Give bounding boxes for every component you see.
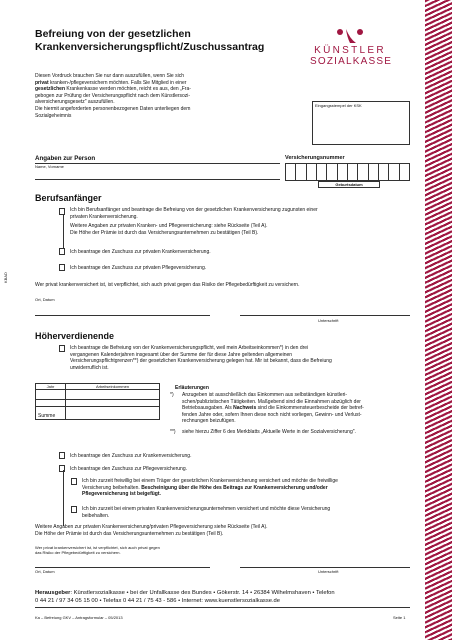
text-line: vergangenen Kalenderjahren insgesamt über der Summe der für diese Jahre geltenden allgemeinen	[70, 351, 293, 358]
text-line: 0 44 21 / 97 34 05 15 00 • Telefax 0 44 21 / 75 43 - 586 • Internet: www.kuenstlersozialkasse.de	[35, 597, 281, 604]
erlaeuterungen-heading: Erläuterungen	[175, 385, 209, 391]
page-title	[35, 28, 264, 54]
text-line: unwiderruflich ist.	[70, 364, 109, 371]
vsnr-label: Versicherungsnummer	[285, 155, 345, 161]
text-line: das Risiko der Pflegebedürftigkeit zu versichern.	[35, 550, 121, 555]
vsnr-digit[interactable]	[338, 164, 348, 180]
text-line	[82, 485, 410, 492]
geburtsdatum-label: Geburtsdatum	[318, 181, 380, 188]
hoeherverdienende-heading: Höherverdienende	[35, 331, 115, 341]
text-line	[35, 590, 410, 598]
ort-datum-label: Ort, Datum	[35, 297, 55, 302]
hv-zuschuss-pv-label: Ich beantrage den Zuschuss zur Pflegeversicherung.	[70, 466, 188, 472]
intro-line: Die hiermit angeforderten personenbezogenen Daten unterliegen dem	[35, 105, 191, 112]
text-part: Versicherung beibehalten.	[82, 484, 142, 491]
footnote-mark-2: **)	[170, 429, 176, 435]
erlaeuterung-1	[182, 392, 410, 425]
vsnr-digit[interactable]	[400, 164, 409, 180]
text-emph: Bescheinigung über die Höhe des Beitrags zur Krankenversicherung und/oder	[141, 484, 328, 491]
income-sum-row[interactable]	[35, 406, 160, 420]
form-id: Ka – Befreiung GKV – Antragsformular – 05/2013	[35, 615, 123, 620]
title-line-1: Befreiung von der gesetzlichen	[35, 28, 191, 40]
publisher-label: Herausgeber	[35, 590, 71, 596]
zuschuss-pv-label: Ich beantrage den Zuschuss zur privaten Pflegeversicherung.	[70, 265, 207, 271]
text-line: Ich bin zurzeit freiwillig bei einem Träger der gesetzlichen Krankenversicherung versichert und möchte die freiwillige	[82, 478, 338, 484]
side-code: KBAD	[3, 272, 8, 283]
text-part: : Künstlersozialkasse • bei der Unfallkasse des Bundes • Gökerstr. 14 • 26384 Wilhelmshaven • Telefon	[70, 590, 335, 596]
title-line-2: Krankenversicherungspflicht/Zuschussantrag	[35, 41, 265, 53]
eingangsstempel-label: Eingangsstempel der KSK	[315, 103, 362, 108]
text-line: Die Höhe der Prämie ist durch das Versicherungsunternehmen zu bestätigen (Teil B).	[35, 530, 224, 537]
freiwillig-gkv-text	[82, 478, 410, 498]
vsnr-digit[interactable]	[307, 164, 317, 180]
intro-emph-gesetzlich: gesetzlichen	[35, 86, 66, 93]
summe-amount-cell[interactable]	[66, 407, 159, 419]
hv-signature-field[interactable]	[240, 554, 410, 568]
freiwillig-gkv-checkbox[interactable]	[71, 478, 77, 485]
vsnr-input[interactable]	[285, 163, 410, 181]
ort-datum-input[interactable]	[35, 296, 210, 316]
logo-text-line2: SOZIALKASSE	[310, 56, 393, 67]
private-kv-text	[82, 506, 410, 519]
col-jahr-header: Jahr	[36, 384, 66, 389]
text-line: schen/publizistischen Tätigkeiten. Maßgebend sind die Einnahmen abzüglich der	[182, 398, 361, 405]
zuschuss-kv-checkbox[interactable]	[59, 248, 65, 255]
hv-zuschuss-kv-checkbox[interactable]	[59, 452, 65, 459]
intro-line-rest: kranken-/pflegeversichern möchten. Falls Sie Mitglied in einer	[48, 79, 187, 86]
hv-zuschuss-kv-label: Ich beantrage den Zuschuss zur Krankenversicherung.	[70, 453, 192, 459]
decorative-stripe-band	[425, 0, 452, 640]
hv-ort-datum-input[interactable]	[35, 554, 210, 568]
vsnr-digit[interactable]	[317, 164, 327, 180]
intro-line: alversicherungsgesetz" auszufüllen.	[35, 99, 115, 106]
income-row[interactable]	[36, 390, 159, 400]
vsnr-digit[interactable]	[327, 164, 337, 180]
unterschrift-label: Unterschrift	[318, 318, 339, 323]
vsnr-digit[interactable]	[389, 164, 399, 180]
private-kv-checkbox[interactable]	[71, 506, 77, 513]
col-einkommen-header: Arbeitseinkommen	[95, 384, 130, 389]
nachweis-emph: Nachweis	[233, 405, 257, 412]
vsnr-digit[interactable]	[369, 164, 379, 180]
intro-line: Sozialgeheimnis	[35, 112, 72, 119]
intro-emph-privat: privat	[35, 79, 49, 86]
vsnr-digit[interactable]	[286, 164, 296, 180]
footer-publisher	[35, 590, 410, 605]
erlaeuterung-2: siehe hierzu Ziffer 6 des Merkblatts „Aktuelle Werte in der Sozialversicherung".	[182, 429, 356, 435]
text-line: Die Höhe der Prämie ist durch das Versicherungsunternehmen zu bestätigen (Teil B).	[70, 229, 259, 236]
text-line: Weitere Angaben zur privaten Krankenversicherung/privaten Pflegeversicherung siehe Rückseite (Teil A).	[35, 524, 268, 530]
name-input[interactable]	[35, 164, 280, 180]
intro-line	[35, 80, 267, 87]
berufsanfaenger-heading: Berufsanfänger	[35, 193, 102, 203]
hoeherverdienende-text	[70, 345, 410, 371]
text-line: Ich bin Berufsanfänger und beantrage die Befreiung von der gesetzlichen Krankenversicherung zugunsten einer	[70, 207, 318, 213]
intro-line: Diesen Vordruck brauchen Sie nur dann auszufüllen, wenn Sie sich	[35, 73, 184, 79]
intro-line-rest: Krankenkasse werden möchten, reicht es aus, den „Fra-	[65, 86, 191, 93]
text-line: rechnungen beizufügen.	[182, 418, 236, 425]
income-amount-cell[interactable]	[66, 390, 159, 399]
vsnr-digit[interactable]	[348, 164, 358, 180]
hv-unterschrift-label: Unterschrift	[318, 569, 339, 574]
zuschuss-pv-checkbox[interactable]	[59, 264, 65, 271]
text-line: Versicherungspflichtgrenzen**) der gesetzlichen Krankenversicherung gelegen hat. Mir ist bekannt, dass die Befreiung	[70, 358, 332, 365]
income-year-cell[interactable]	[36, 390, 66, 399]
text-line: fenden Jahre oder, sofern Ihnen diese noch nicht vorliegen, Gewinn- und Verlust-	[182, 411, 362, 418]
berufsanfaenger-text	[70, 207, 410, 236]
vsnr-digit[interactable]	[379, 164, 389, 180]
berufsanfaenger-risk-note: Wer privat krankenversichert ist, ist verpflichtet, sich auch privat gegen das Risiko der Pflegebedürftigkeit zu versichern.	[35, 282, 300, 288]
text-line: Wer privat krankenversichert ist, ist verpflichtet, sich auch privat gegen	[35, 545, 160, 550]
vsnr-digit[interactable]	[296, 164, 306, 180]
hoeherverdienende-checkbox[interactable]	[59, 345, 65, 352]
further-info	[35, 524, 268, 537]
intro-line	[35, 86, 267, 93]
eingangsstempel-box	[312, 101, 410, 145]
ksk-logo	[310, 27, 393, 79]
indent-line	[63, 470, 64, 526]
page-number: Seite 1	[393, 615, 406, 620]
text-line: Weitere Angaben zur privaten Kranken- und Pflegeversicherung: siehe Rückseite (Teil A).	[70, 223, 268, 230]
person-heading: Angaben zur Person	[35, 155, 96, 162]
vsnr-digit[interactable]	[358, 164, 368, 180]
intro-text	[35, 73, 267, 119]
text-line: Anzugeben ist ausschließlich das Einkommen aus selbständigen künstleri-	[182, 392, 348, 398]
logo-figure-icon	[310, 27, 390, 45]
text-line	[182, 405, 410, 412]
summe-label: Summe	[36, 407, 66, 419]
text-line: Pflegeversicherung ist beigefügt.	[82, 491, 161, 498]
intro-line: gebogen zur Prüfung der Versicherungspflicht nach dem Künstlersozi-	[35, 92, 191, 99]
signature-field[interactable]	[240, 296, 410, 316]
name-label: Name, Vorname	[35, 164, 64, 169]
text-part: sind die Einkommensteuerbescheide der betref-	[256, 405, 364, 412]
hv-ort-datum-label: Ort, Datum	[35, 569, 55, 574]
footer-divider	[35, 607, 410, 608]
zuschuss-kv-label: Ich beantrage den Zuschuss zur privaten Krankenversicherung.	[70, 249, 211, 255]
text-line: privaten Krankenversicherung.	[70, 213, 138, 220]
text-line: Ich bin zurzeit bei einem privaten Krankenversicherungsunternehmen versichert und möchte diese Versicherung	[82, 506, 331, 512]
text-line: Ich beantrage die Befreiung von der Krankenversicherungspflicht, weil mein Arbeitseinkommen*) in den drei	[70, 345, 309, 351]
text-part: Betriebsausgaben. Als	[182, 405, 234, 412]
logo-text-line1: KÜNSTLER	[314, 45, 386, 56]
berufsanfaenger-checkbox[interactable]	[59, 208, 65, 215]
text-line: beibehalten.	[82, 512, 110, 519]
footnote-mark-1: *)	[170, 392, 174, 398]
hv-zuschuss-pv-checkbox[interactable]	[59, 465, 65, 472]
